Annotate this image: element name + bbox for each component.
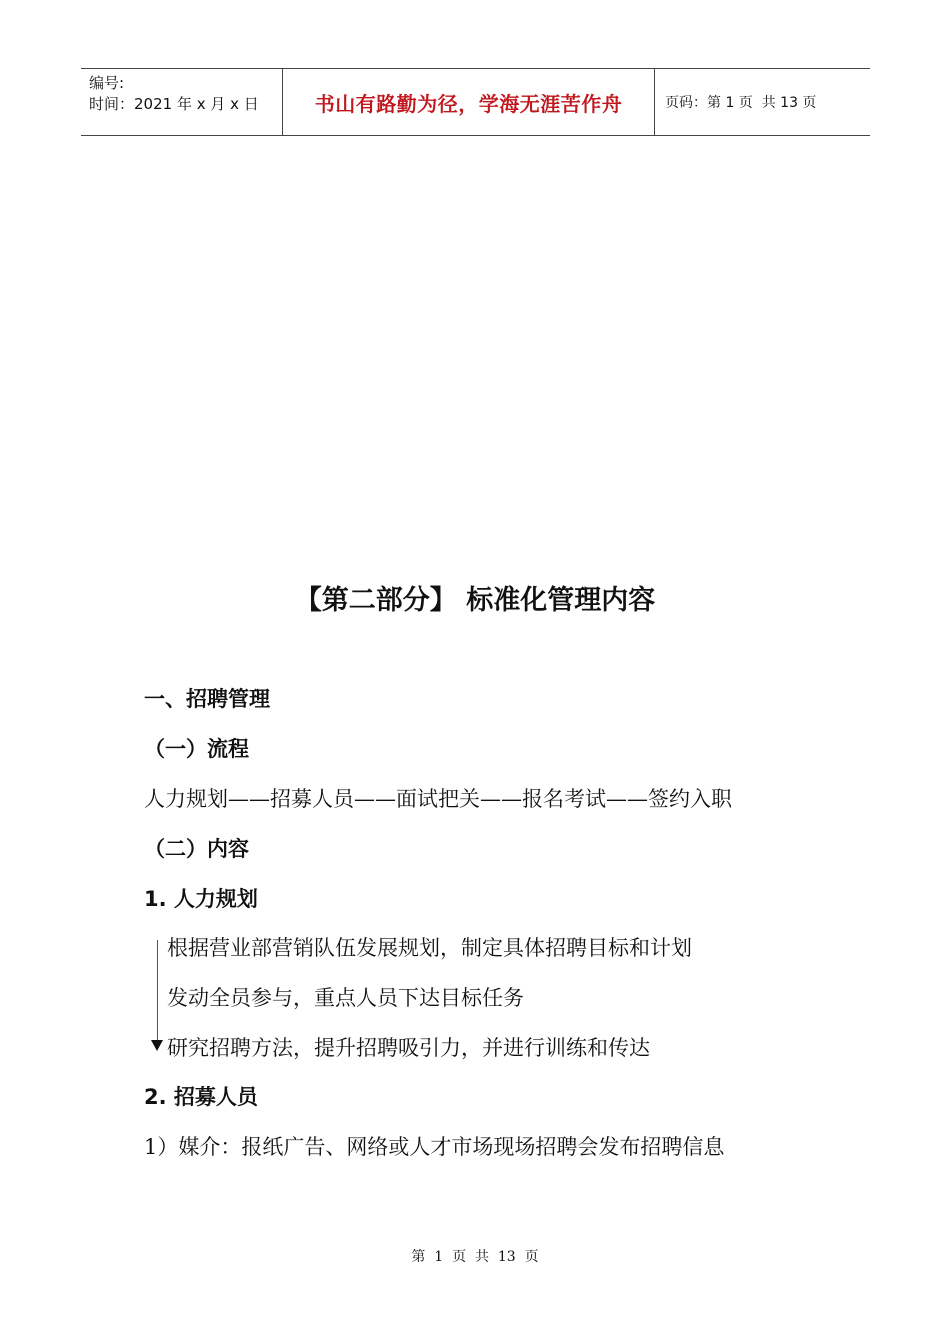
header-motto-cell bbox=[282, 69, 655, 135]
recruiting-media-text: 1）媒介：报纸广告、网络或人才市场现场招聘会发布招聘信息 bbox=[144, 1135, 725, 1159]
section-heading-recruitment: 一、招聘管理 bbox=[144, 687, 270, 711]
page-footer: 第 1 页 共 13 页 bbox=[411, 1249, 539, 1265]
header-left-cell bbox=[81, 69, 282, 135]
number-label: 编号: bbox=[89, 74, 125, 92]
process-flow-text: 人力规划——招募人员——面试把关——报名考试——签约入职 bbox=[144, 787, 732, 811]
document-title: 【第二部分】 标准化管理内容 bbox=[294, 585, 656, 616]
planning-point-1: 根据营业部营销队伍发展规划，制定具体招聘目标和计划 bbox=[167, 936, 692, 960]
page-info: 页码：第 1 页 共 13 页 bbox=[665, 95, 817, 111]
motto-text: 书山有路勤为径，学海无涯苦作舟 bbox=[314, 91, 623, 116]
subsection-heading-process: （一）流程 bbox=[144, 737, 249, 761]
planning-point-3: 研究招聘方法，提升招聘吸引力，并进行训练和传达 bbox=[167, 1036, 650, 1060]
flow-connector-line bbox=[157, 940, 158, 1042]
header-table bbox=[81, 68, 870, 136]
item-heading-recruiting: 2. 招募人员 bbox=[144, 1085, 258, 1109]
planning-point-2: 发动全员参与，重点人员下达目标任务 bbox=[167, 986, 524, 1010]
time-label: 时间：2021 年 x 月 x 日 bbox=[89, 95, 259, 113]
subsection-heading-content: （二）内容 bbox=[144, 837, 249, 861]
header-page-cell bbox=[655, 69, 870, 135]
arrow-down-icon bbox=[151, 1040, 163, 1051]
item-heading-planning: 1. 人力规划 bbox=[144, 887, 258, 911]
